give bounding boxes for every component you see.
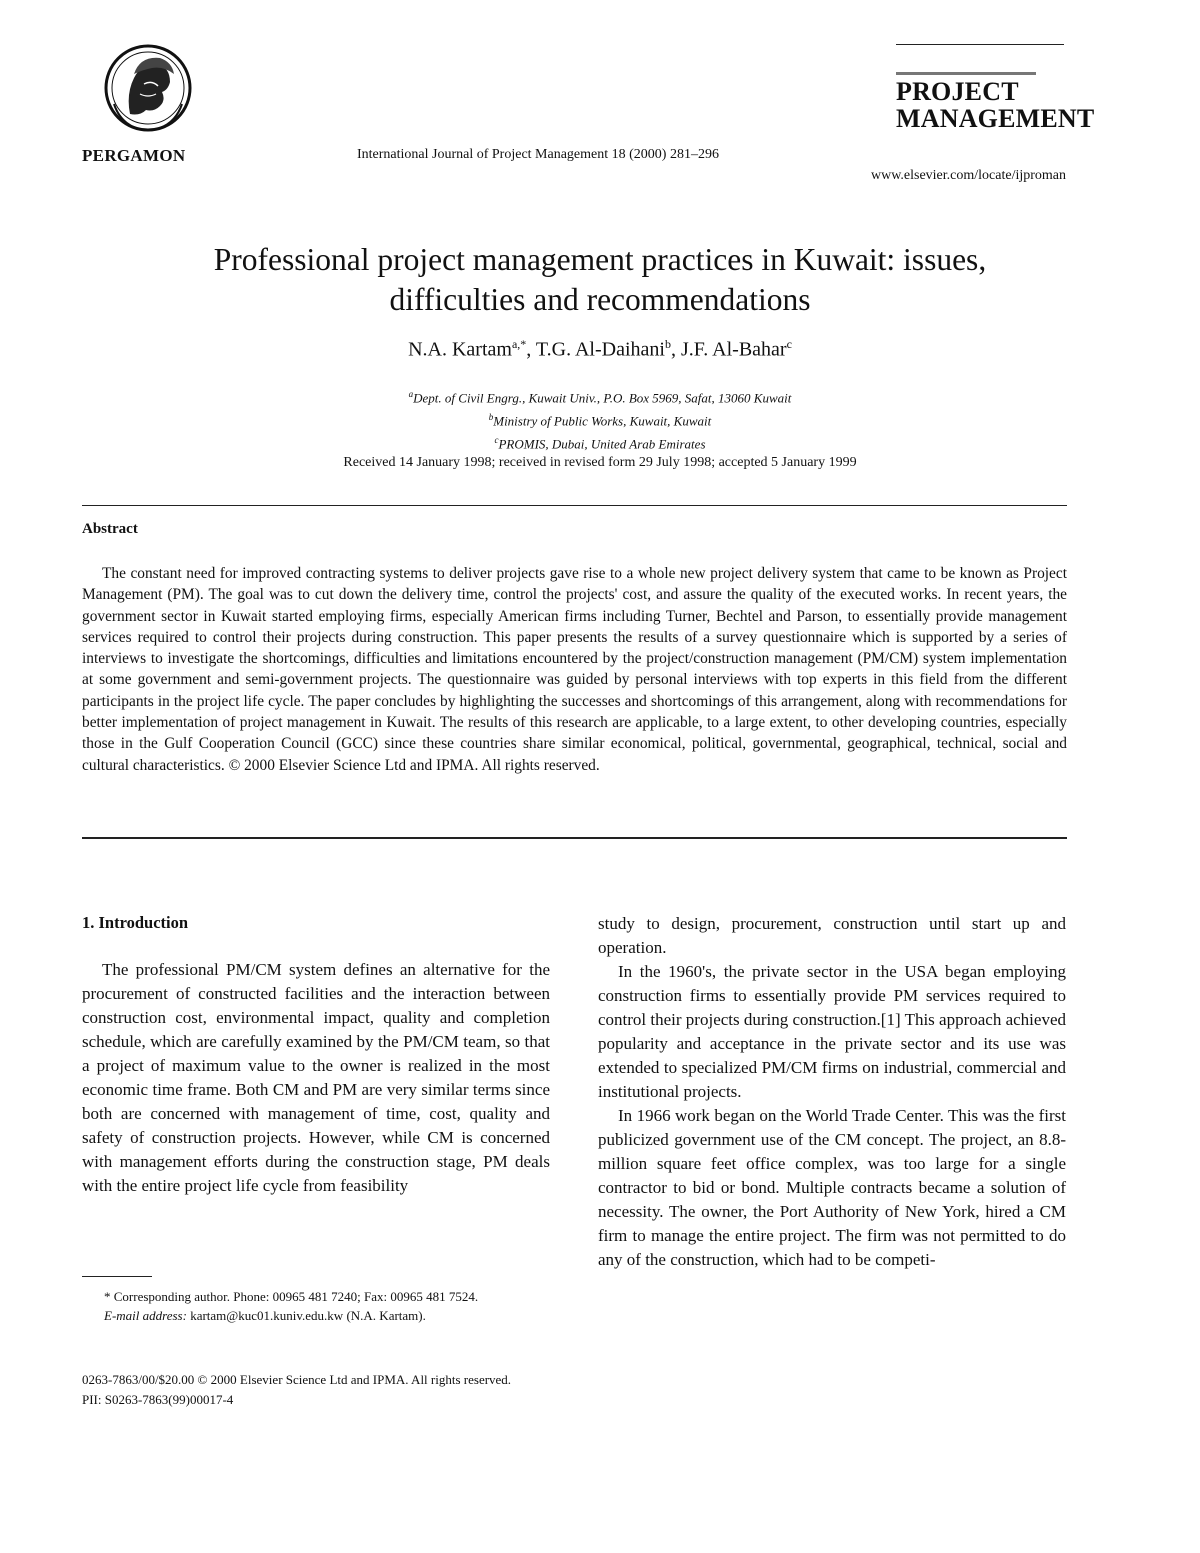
received-dates: Received 14 January 1998; received in revised form 29 July 1998; accepted 5 January 1999	[343, 455, 857, 470]
affiliation-text: Ministry of Public Works, Kuwait, Kuwait	[493, 413, 712, 429]
affiliation-mark: b	[488, 411, 494, 422]
title-line: difficulties and recommendations	[389, 282, 811, 317]
author-name: J.F. Al-Bahar	[680, 338, 787, 361]
affiliation-text: Dept. of Civil Engrg., Kuwait Univ., P.O. Box 5969, Safat, 13060 Kuwait	[413, 390, 792, 406]
affiliations	[80, 385, 1120, 453]
author-mark: c	[786, 337, 792, 351]
abstract-text: The constant need for improved contracting systems to deliver projects gave rise to a whole new project delivery system that came to be known as Project Management (PM). The goal was to cut down the delivery time, control the projects' cost, and assure the quality of the executed works. In recent years, the government sector in Kuwait started employing firms, especially American firms including Turner, Bechtel and Parson, to essentially provide management services required to control their projects during construction. This paper presents the results of a survey questionnaire which is supported by a series of interviews to investigate the shortcomings, difficulties and limitations encountered by the project/construction management (PM/CM) system implementation at some government and semi-government projects. The questionnaire was guided by personal interviews with top experts in this field from the different participants in the project life cycle. The paper concludes by highlighting the successes and shortcomings of this arrangement, along with recommendations for better implementation of project management in Kuwait. The results of this research are applicable, to a large extent, to other developing countries, especially those in the Gulf Cooperation Council (GCC) since these countries share similar economical, political, governmental, geographical, technical, social and cultural characteristics. © 2000 Elsevier Science Ltd and IPMA. All rights reserved.	[82, 565, 1067, 774]
journal-brand	[896, 78, 1094, 132]
affiliation-line	[80, 431, 1120, 454]
author-name: N.A. Kartam	[408, 338, 512, 361]
body-paragraph: In the 1960's, the private sector in the USA began employing construction firms to essentially provide PM services required to control their projects during construction.[1] This approach achieved popularity and acceptance in the private sector and its use was extended to specialized PM/CM firms on industrial, commercial and institutional projects.	[598, 962, 1066, 1101]
copyright-block	[82, 1370, 511, 1410]
journal-brand-line2: MANAGEMENT	[896, 104, 1095, 133]
body-paragraph: The professional PM/CM system defines an alternative for the procurement of constructed facilities and the interaction between construction cost, environmental impact, quality and completion schedule, which are carefully examined by the PM/CM team, so that a project of maximum value to the owner is realized in the most economic time frame. Both CM and PM are very similar terms since both are concerned with management of time, cost, quality and safety of construction projects. However, while CM is concerned with management efforts during the construction stage, PM deals with the entire project life cycle from feasibility	[82, 960, 550, 1195]
abstract-heading: Abstract	[82, 521, 138, 537]
pergamon-logo-icon	[100, 44, 196, 144]
footnote-corresponding: * Corresponding author. Phone: 00965 481 7240; Fax: 00965 481 7524.	[104, 1289, 479, 1304]
title-line: Professional project management practices in Kuwait: issues,	[213, 242, 987, 277]
journal-url[interactable]: www.elsevier.com/locate/ijproman	[870, 168, 1066, 183]
affiliation-line	[80, 408, 1120, 431]
footnote-rule	[82, 1276, 152, 1277]
journal-reference: International Journal of Project Management 18 (2000) 281–296	[357, 147, 719, 162]
author-mark: b	[664, 337, 671, 351]
footnote	[82, 1287, 550, 1325]
abstract-top-rule	[82, 505, 1067, 506]
section-heading: 1. Introduction	[82, 913, 189, 932]
publisher-name: PERGAMON	[82, 146, 186, 165]
author-separator: ,	[670, 338, 681, 361]
email-label: E-mail address:	[104, 1308, 187, 1323]
pii-line: PII: S0263-7863(99)00017-4	[82, 1392, 234, 1407]
affiliation-text: PROMIS, Dubai, United Arab Emirates	[498, 435, 706, 451]
body-paragraph: In 1966 work began on the World Trade Center. This was the first publicized government use of the CM concept. The project, an 8.8-million square feet office complex, was too large for a single contractor to bid or bond. Multiple contracts became a solution of necessity. The owner, the Port Authority of New York, hired a CM firm to manage the entire project. The firm was not permitted to do any of the construction, which had to be competi-	[598, 1106, 1066, 1269]
author-list	[80, 337, 1120, 362]
left-column	[82, 958, 550, 1198]
author-name: T.G. Al-Daihani	[535, 338, 665, 361]
affiliation-line	[80, 385, 1120, 408]
affiliation-mark: a	[408, 389, 414, 399]
article-title	[80, 240, 1120, 320]
journal-brand-line1: PROJECT	[896, 77, 1019, 106]
right-column	[598, 912, 1066, 1272]
abstract-bottom-rule	[82, 837, 1067, 839]
author-separator: ,	[526, 338, 536, 361]
affiliation-mark: c	[494, 434, 499, 445]
copyright-line: 0263-7863/00/$20.00 © 2000 Elsevier Science Ltd and IPMA. All rights reserved.	[82, 1372, 512, 1387]
body-paragraph: study to design, procurement, construction until start up and operation.	[598, 914, 1066, 957]
header-rule	[896, 44, 1064, 45]
email-value: kartam@kuc01.kuniv.edu.kw (N.A. Kartam).	[186, 1308, 426, 1323]
author-mark: a,*	[511, 337, 527, 351]
footnote-email	[82, 1306, 550, 1325]
